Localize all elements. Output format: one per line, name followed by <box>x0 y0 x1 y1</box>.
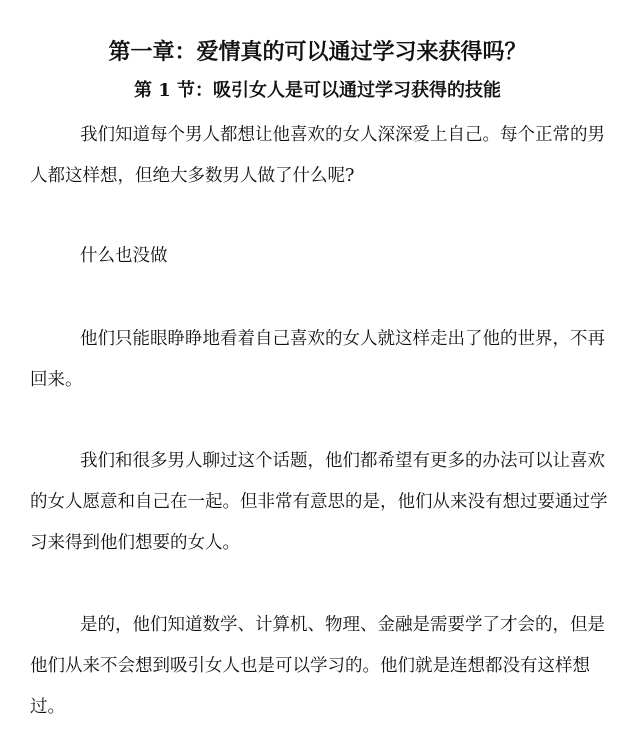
paragraph-2: 什么也没做 <box>80 246 168 266</box>
paragraph-1: 我们知道每个男人都想让他喜欢的女人深深爱上自己。每个正常的男人都这样想，但绝大多数男人做了什么呢? <box>30 125 605 186</box>
paragraph-3: 他们只能眼睁睁地看着自己喜欢的女人就这样走出了他的世界，不再回来。 <box>30 329 605 390</box>
chapter-title: 第一章：爱情真的可以通过学习来获得吗？ <box>108 39 527 65</box>
section-title: 第 1 节：吸引女人是可以通过学习获得的技能 <box>133 80 502 101</box>
paragraph-5: 是的，他们知道数学、计算机、物理、金融是需要学了才会的，但是他们从来不会想到吸引女人也是可以学习的。他们就是连想都没有这样想过。 <box>30 615 605 717</box>
paragraph-4: 我们和很多男人聊过这个话题，他们都希望有更多的办法可以让喜欢的女人愿意和自己在一起。但非常有意思的是，他们从来没有想过要通过学习来得到他们想要的女人。 <box>30 451 608 553</box>
